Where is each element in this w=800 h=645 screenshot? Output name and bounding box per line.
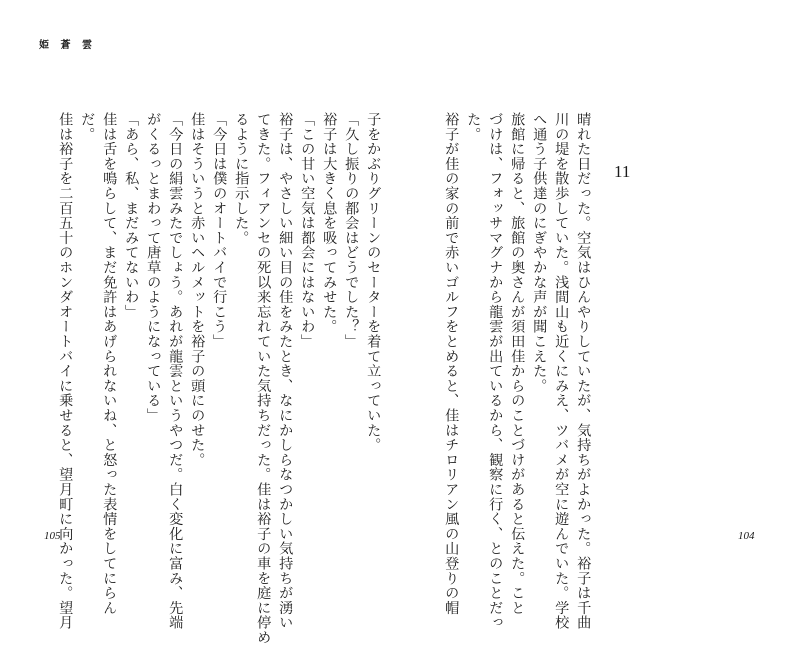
text-line: 裕子が佳の家の前で赤いゴルフをとめると、佳はチロリアン風の山登りの帽 xyxy=(443,112,460,616)
chapter-number: 11 xyxy=(614,162,631,181)
text-line: 晴れた日だった。空気はひんやりしていたが、気持ちがよかった。裕子は千曲 xyxy=(575,112,592,630)
text-line: るように指示した。 xyxy=(233,112,250,246)
text-line: 「今日は僕のオートバイで行こう」 xyxy=(211,112,228,349)
text-line: 佳はそういうと赤いヘルメットを裕子の頭にのせた。 xyxy=(189,112,206,468)
text-line: だ。 xyxy=(79,112,96,142)
text-line: 川の堤を散歩していた。浅間山も近くにみえ、ツバメが空に遊んでいた。学校 xyxy=(553,112,570,630)
text-line: 裕子は、やさしい細い目の佳をみたとき、なにかしらなつかしい気持ちが湧い xyxy=(277,112,294,630)
page-number: 104 xyxy=(738,530,755,542)
text-line: がくるっとまわって唐草のようになっている」 xyxy=(145,112,162,423)
text-line: 「この甘い空気は都会にはないわ」 xyxy=(299,112,316,349)
text-line: てきた。フィアンセの死以来忘れていた気持ちだった。佳は裕子の車を庭に停め xyxy=(255,112,272,645)
text-line: へ通う子供達のにぎやかな声が聞こえた。 xyxy=(531,112,548,394)
right-page xyxy=(400,0,800,630)
text-line: 佳は舌を鳴らして、まだ免許はあげられないね、と怒った表情をしてにらん xyxy=(101,112,118,616)
text-line: 佳は裕子を二百五十のホンダオートバイに乗せると、望月町に向かった。望月 xyxy=(57,112,74,630)
page-number: 105 xyxy=(44,530,61,542)
text-line: 裕子は大きく息を吸ってみせた。 xyxy=(321,112,338,334)
text-line: 「今日の絹雲みたでしょう。あれが龍雲というやつだ。白く変化に富み、先端 xyxy=(167,112,184,630)
running-head: 姫 蒼 雲 xyxy=(39,40,96,51)
text-line: た。 xyxy=(465,112,482,142)
text-line: 旅館に帰ると、旅館の奥さんが須田佳からのことづけがあると伝えた。こと xyxy=(509,112,526,616)
text-line: 「久し振りの都会はどうでした？」 xyxy=(343,112,360,349)
text-line: 「あら、私、まだみてないわ」 xyxy=(123,112,140,320)
text-line: 子をかぶりグリーンのセーターを着て立っていた。 xyxy=(365,112,382,453)
text-line: づけは、フォッサマグナから龍雲が出ているから、観察に行く、とのことだっ xyxy=(487,112,504,630)
